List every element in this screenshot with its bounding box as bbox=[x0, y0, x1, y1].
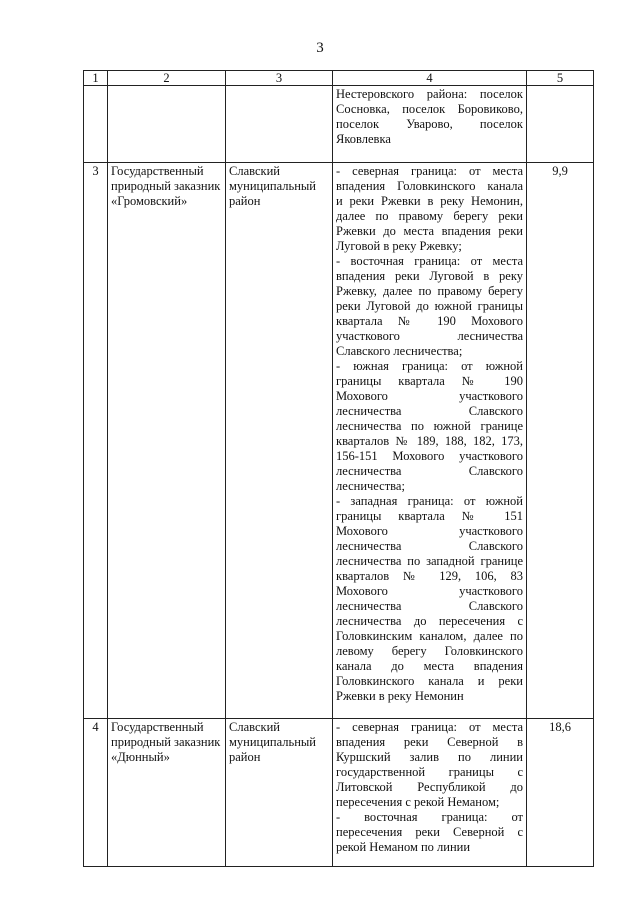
area-value: 18,6 bbox=[527, 719, 594, 867]
column-header: 4 bbox=[333, 71, 527, 86]
boundary-paragraph bbox=[336, 810, 523, 855]
reserve-name: Государственный природный заказник «Громовский» bbox=[108, 163, 226, 719]
boundary-line: лесничества до пересечения с bbox=[336, 614, 523, 628]
boundary-paragraph bbox=[336, 254, 523, 359]
boundary-line: Нестеровского района: поселок bbox=[336, 87, 523, 101]
boundary-line: Славского лесничества; bbox=[336, 344, 463, 358]
boundary-line: - северная граница: от места bbox=[336, 720, 523, 734]
boundary-line: Ржевки до места впадения реки bbox=[336, 224, 523, 238]
boundaries-description bbox=[333, 163, 527, 719]
row-number bbox=[84, 86, 108, 163]
boundary-line: квартала № 190 Мохового bbox=[336, 314, 523, 328]
reserve-name: Государственный природный заказник «Дюнный» bbox=[108, 719, 226, 867]
boundary-line: Головкинского канала и реки bbox=[336, 674, 523, 688]
boundary-line: Мохового участкового bbox=[336, 584, 523, 598]
boundary-line: Сосновка, поселок Боровиково, bbox=[336, 102, 523, 116]
boundary-line: пересечения с рекой Неманом; bbox=[336, 795, 500, 809]
boundary-line: Головкинским каналом, далее по bbox=[336, 629, 523, 643]
boundary-line: далее по правому берегу реки bbox=[336, 209, 523, 223]
boundary-paragraph bbox=[336, 164, 523, 254]
boundary-paragraph bbox=[336, 359, 523, 494]
boundaries-description bbox=[333, 86, 527, 163]
table-row bbox=[84, 163, 594, 719]
boundary-line: левому берегу Головкинского bbox=[336, 644, 523, 658]
table-row bbox=[84, 86, 594, 163]
reserves-table bbox=[83, 70, 594, 867]
boundary-line: пересечения реки Северной с bbox=[336, 825, 523, 839]
boundary-line: реки Луговой до южной границы bbox=[336, 299, 523, 313]
table-row bbox=[84, 719, 594, 867]
boundary-line: Ржевки в реку Немонин bbox=[336, 689, 464, 703]
boundary-line: поселок Уварово, поселок bbox=[336, 117, 523, 131]
boundary-line: впадения реки Северной в bbox=[336, 735, 523, 749]
boundary-paragraph bbox=[336, 87, 523, 147]
row-number: 4 bbox=[84, 719, 108, 867]
boundary-line: лесничества по западной границе bbox=[336, 554, 523, 568]
district: Славский муниципальный район bbox=[226, 719, 333, 867]
boundary-line: - северная граница: от места bbox=[336, 164, 523, 178]
reserve-name bbox=[108, 86, 226, 163]
boundary-line: лесничества; bbox=[336, 479, 405, 493]
boundary-line: - южная граница: от южной bbox=[336, 359, 523, 373]
boundaries-description bbox=[333, 719, 527, 867]
boundary-line: лесничества Славского bbox=[336, 404, 523, 418]
district: Славский муниципальный район bbox=[226, 163, 333, 719]
boundary-line: участкового лесничества bbox=[336, 329, 523, 343]
table-header-row bbox=[84, 71, 594, 86]
area-value: 9,9 bbox=[527, 163, 594, 719]
boundary-line: Яковлевка bbox=[336, 132, 391, 146]
boundary-line: лесничества Славского bbox=[336, 599, 523, 613]
row-number: 3 bbox=[84, 163, 108, 719]
boundary-line: - восточная граница: от bbox=[336, 810, 523, 824]
boundary-line: Мохового участкового bbox=[336, 524, 523, 538]
boundary-line: лесничества Славского bbox=[336, 464, 523, 478]
boundary-line: канала до места впадения bbox=[336, 659, 523, 673]
boundary-line: Ржевку, далее по правому берегу bbox=[336, 284, 523, 298]
boundary-line: кварталов № 129, 106, 83 bbox=[336, 569, 523, 583]
boundary-line: Мохового участкового bbox=[336, 389, 523, 403]
boundary-line: впадения реки Луговой в реку bbox=[336, 269, 523, 283]
boundary-line: и реки Ржевки в реку Немонин, bbox=[336, 194, 523, 208]
boundary-line: - западная граница: от южной bbox=[336, 494, 523, 508]
boundary-line: 156-151 Мохового участкового bbox=[336, 449, 523, 463]
boundary-line: Луговой в реку Ржевку; bbox=[336, 239, 462, 253]
boundary-line: Литовской Республикой до bbox=[336, 780, 523, 794]
district bbox=[226, 86, 333, 163]
boundary-line: государственной границы с bbox=[336, 765, 523, 779]
column-header: 1 bbox=[84, 71, 108, 86]
boundary-line: границы квартала № 190 bbox=[336, 374, 523, 388]
column-header: 5 bbox=[527, 71, 594, 86]
boundary-line: лесничества Славского bbox=[336, 539, 523, 553]
boundary-line: кварталов № 189, 188, 182, 173, bbox=[336, 434, 523, 448]
boundary-line: рекой Неманом по линии bbox=[336, 840, 471, 854]
page-number: 3 bbox=[316, 40, 324, 56]
area-value bbox=[527, 86, 594, 163]
boundary-paragraph bbox=[336, 494, 523, 704]
column-header: 3 bbox=[226, 71, 333, 86]
boundary-line: Куршский залив по линии bbox=[336, 750, 523, 764]
column-header: 2 bbox=[108, 71, 226, 86]
boundary-line: - восточная граница: от места bbox=[336, 254, 523, 268]
boundary-paragraph bbox=[336, 720, 523, 810]
boundary-line: впадения Головкинского канала bbox=[336, 179, 523, 193]
boundary-line: лесничества по южной границе bbox=[336, 419, 523, 433]
boundary-line: границы квартала № 151 bbox=[336, 509, 523, 523]
